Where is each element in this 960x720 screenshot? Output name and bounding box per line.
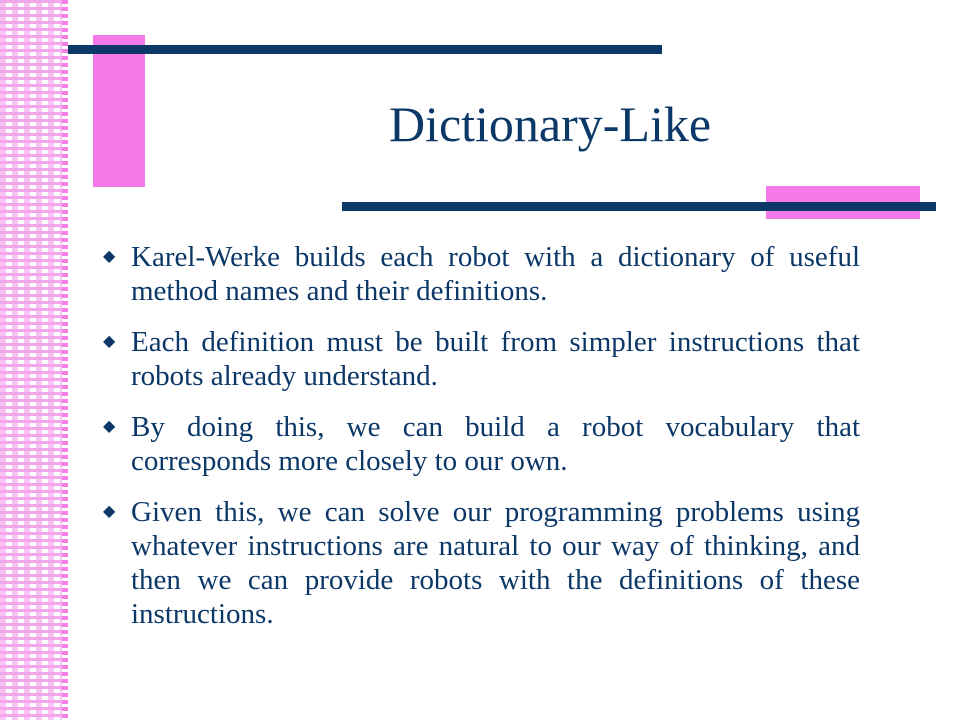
diamond-icon: ◆: [103, 248, 116, 265]
left-stripes-edge: [62, 0, 68, 720]
bullet-text: Karel-Werke builds each robot with a dictionary of useful method names and their definitions.: [131, 241, 860, 307]
title-navy-line-bottom: [342, 202, 936, 211]
bullet-item: [100, 495, 860, 631]
bullet-item: [100, 325, 860, 393]
bullet-text: By doing this, we can build a robot vocabulary that corresponds more closely to our own.: [131, 411, 860, 477]
bullet-list: [100, 240, 860, 648]
bullet-text: Each definition must be built from simpler instructions that robots already understand.: [131, 326, 860, 392]
title-navy-line-top: [68, 45, 662, 54]
bullet-item: [100, 240, 860, 308]
bullet-item: [100, 410, 860, 478]
diamond-icon: ◆: [103, 503, 116, 520]
diamond-icon: ◆: [103, 333, 116, 350]
left-decorative-stripes: [0, 0, 68, 720]
diamond-icon: ◆: [103, 418, 116, 435]
title-pink-block-top: [93, 35, 145, 187]
bullet-text: Given this, we can solve our programming problems using whatever instructions are natural to our way of thinking, and then we can provide robots with the definitions of these instructions.: [131, 496, 860, 630]
slide-title: Dictionary-Like: [388, 96, 712, 152]
